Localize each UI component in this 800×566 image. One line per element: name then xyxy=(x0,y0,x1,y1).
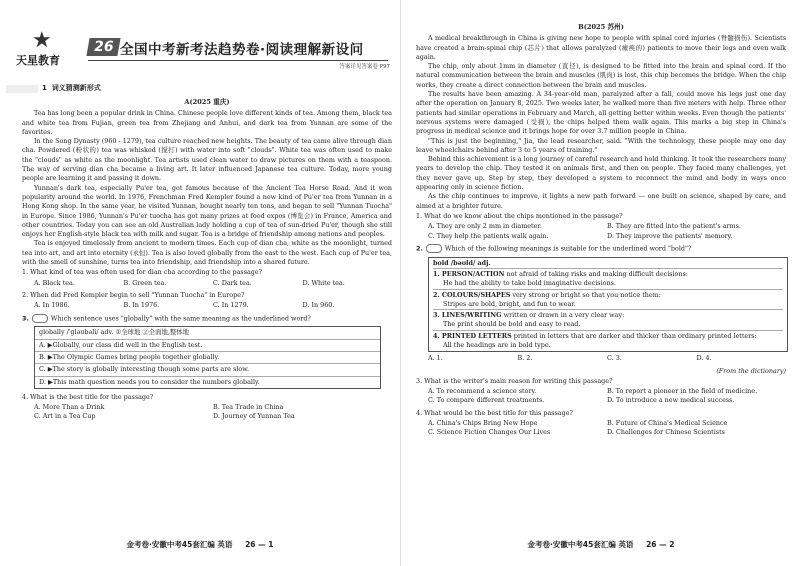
question-1-options xyxy=(416,222,786,241)
option: A. In 1986. xyxy=(34,301,70,310)
option: D. White tea. xyxy=(302,278,345,287)
question-1-options xyxy=(22,279,392,288)
option: C. Art in a Tea Cup xyxy=(34,412,96,421)
option: D. They improve the patients' memory. xyxy=(607,231,733,240)
question-1: 1. What do we know about the chips mentioned in the passage? xyxy=(416,211,623,220)
right-content xyxy=(416,22,786,441)
left-footer xyxy=(0,539,400,550)
exam-number: 26 xyxy=(86,38,121,56)
option: C. Dark tea. xyxy=(213,278,252,287)
page-number: 26 — 1 xyxy=(245,540,274,549)
paragraph: Yunnan's dark tea, especially Pu'er tea, got famous because of the Ancient Tea Horse Road. And it won popularity around the world. In 1976, Frenchman Fred Kempler found a new kind of Pu'er tea from Yunnan in a Hong Kong shop. In the same year, he visited Yunnan, bought nearly ten tons, and began to sell "Yunnan Tuocha" in Europe. Since 1986, Yunnan's Pu'er tuocha has got many prizes at food expos (博览会) in France, America and other countries. Today you can see an old Australian lady holding a cup of tea of sun-dried Pu'er, though she still enjoys her English-style black tea with milk and sugar. Tea is a bridge of friendship among nations and peoples. xyxy=(22,183,392,239)
left-content xyxy=(22,84,392,425)
option: C. ▶The story is globally interesting though some parts are slow. xyxy=(35,364,380,376)
option: B. 2. xyxy=(517,354,533,363)
logo xyxy=(10,30,90,68)
paragraph: A medical breakthrough in China is giving new hope to people with spinal cord injuries (脊髓损伤). Scientists have created a brain-spinal chip (芯片) that allows paralyzed (瘫痪的) patients to move their legs and even walk again. xyxy=(416,34,786,61)
passage-b-title: B(2025 苏州) xyxy=(578,23,624,31)
option: A. ▶Globally, our class did well in the English test. xyxy=(35,340,380,352)
paragraph: Tea is enjoyed timelessly from ancient to modern times. Each cup of dian cha, white as the moonlight, turned tea into art, and art into eternity (永恒). Tea is also loved globally from the east to the west. Each cup of Pu'er tea, with the smell of sunshine, turns tea into friendship, and friendship into a shared future. xyxy=(22,239,392,267)
option: B. ▶The Olympic Games bring people together globally. xyxy=(35,352,380,364)
question-4: 4. What is the best title for the passage? xyxy=(22,392,154,401)
dictionary-box xyxy=(428,257,788,353)
section-bar xyxy=(6,85,38,93)
paragraph: Tea has long been a popular drink in China. Chinese people love different kinds of tea. Among them, black tea and white tea from Fujian, green tea from Zhejiang and Anhui, and dark tea from Yunnan are some of the favorites. xyxy=(22,109,392,136)
dictionary-source: (From the dictionary) xyxy=(716,366,786,375)
option: C. To compare different treatments. xyxy=(428,396,545,405)
option: D. 4. xyxy=(696,354,712,363)
question-3-options xyxy=(416,387,786,406)
passage-a-title: A(2025 重庆) xyxy=(184,98,230,106)
right-page xyxy=(402,0,800,566)
page-divider xyxy=(400,0,401,566)
question-4: 4. What would be the best title for this passage? xyxy=(416,408,573,417)
title-underline xyxy=(88,60,388,61)
paragraph: The results have been amazing. A 34-year-old man, paralyzed after a fall, could move his legs just one day after the operation on January 8, 2025. Two weeks later, he walked more than five meters with help. Three other patients had similar operations in February and March, all getting better within weeks. Even though the patients' nervous systems were damaged (受损), the chips helped them walk again. This marks a big step in China's progress in medical science and it brings hope for over 3.7 million people in China. xyxy=(416,90,786,136)
question-1: 1. What kind of tea was often used for dian cha according to the passage? xyxy=(22,268,263,277)
section-header xyxy=(22,84,392,96)
right-footer xyxy=(402,539,800,550)
brand-name: 天星教育 xyxy=(16,54,60,67)
option: B. In 1976. xyxy=(123,301,160,310)
option: A. Black tea. xyxy=(34,278,75,287)
option: A. China's Chips Bring New Hope xyxy=(428,419,538,428)
option: C. They help the patients walk again. xyxy=(428,231,549,240)
dictionary-headword: bold /bəʊld/ adj. xyxy=(433,258,491,267)
dictionary-sense: 3. LINES/WRITING written or drawn in a very clear way: The print should be bold and easy to read. xyxy=(433,309,783,330)
option: B. They are fitted into the patient's arms. xyxy=(607,222,741,231)
dictionary-entry: globally /ˈɡləʊbəli/ adv. ①全球地 ②全面地,整体地 xyxy=(35,327,380,339)
option: B. Tea Trade in China xyxy=(213,403,284,412)
option: D. Challenges for Chinese Scientists xyxy=(607,428,725,437)
option: B. To report a pioneer in the field of medicine. xyxy=(607,387,758,396)
option: C. 3. xyxy=(607,354,622,363)
footer-text: 金考卷·安徽中考45套汇编 英语 xyxy=(126,540,233,549)
question-2: 2. Which of the following meanings is suitable for the underlined word "bold"? xyxy=(416,244,692,253)
dictionary-sense: 1. PERSON/ACTION not afraid of taking risks and making difficult decisions: He had the ability to take bold imaginative decisions. xyxy=(433,268,783,289)
answer-reference: 答案详见答案卷 P97 xyxy=(339,64,390,70)
option: A. More Than a Drink xyxy=(34,403,105,412)
paragraph: Behind this achievement is a long journey of careful research and hold thinking. It took the researchers many years to develop the chip. They tested it on animals first, and then on people. They faced many challenges, yet they never gave up. Step by step, they developed a system to reconnect the mind and body in ways once appearing only in science fiction. xyxy=(416,155,786,192)
option: D. Journey of Yunnan Tea xyxy=(213,412,295,421)
question-2-options xyxy=(22,301,392,310)
option: D. In 960. xyxy=(302,301,335,310)
option: D. ▶This math question needs you to consider the numbers globally. xyxy=(39,377,260,386)
question-3-dictionary-box xyxy=(34,326,381,388)
question-3: 3. Which sentence uses "globally" with the same meaning as the underlined word? xyxy=(22,314,311,323)
option: B. Green tea. xyxy=(123,278,167,287)
page-title: 全国中考新考法趋势卷·阅读理解新设问 xyxy=(120,42,364,58)
option: A. They are only 2 mm in diameter. xyxy=(428,222,542,231)
question-4-options xyxy=(22,403,392,422)
paragraph: As the chip continues to improve, it lights a new path forward — one built on science, shaped by care, and aimed at a brighter future. xyxy=(416,192,786,210)
question-2: 2. When did Fred Kempler begin to sell "Yunnan Tuocha" in Europe? xyxy=(22,290,245,299)
option: D. To introduce a new medical success. xyxy=(607,396,735,405)
paragraph: "This is just the beginning," Jia, the lead researcher, said. "With the technology, these people may one day leave wheelchairs behind after 3 to 5 years of training." xyxy=(416,136,786,154)
option: B. Future of China's Medical Science xyxy=(607,419,728,428)
star-logo-icon: ★ xyxy=(32,28,52,53)
paragraph: The chip, only about 1mm in diameter (直径), is designed to be fitted into the brain and spinal cord. If the natural communication between the brain and muscles (肌肉) is lost, this chip becomes the bridge. When the chip works, they create a direct connection between the brain and muscles. xyxy=(416,62,786,89)
option: C. In 1279. xyxy=(213,301,249,310)
dictionary-sense: 2. COLOURS/SHAPES very strong or bright so that you notice them: Stripes are bold, bright, and fun to wear. xyxy=(433,289,783,310)
new-format-badge-icon xyxy=(32,314,48,323)
header xyxy=(10,30,395,70)
question-3: 3. What is the writer's main reason for writing this passage? xyxy=(416,376,613,385)
dictionary-sense: 4. PRINTED LETTERS printed in letters that are darker and thicker than ordinary printed letters: All the headings are in bold type. xyxy=(433,330,783,351)
page-number: 26 — 2 xyxy=(646,540,675,549)
footer-text: 金考卷·安徽中考45套汇编 英语 xyxy=(527,540,634,549)
option: A. 1. xyxy=(428,354,443,363)
option: C. Science Fiction Changes Our Lives xyxy=(428,428,551,437)
new-format-badge-icon xyxy=(426,244,442,253)
option: A. To recommend a science story. xyxy=(428,387,537,396)
question-2-options xyxy=(416,354,786,363)
section-title: 1 词义猜测新形式 xyxy=(42,84,101,92)
question-4-options xyxy=(416,419,786,438)
paragraph: In the Song Dynasty (960 - 1279), tea culture reached new heights. The beauty of tea came alive through dian cha. Powdered (粉状的) tea was whisked (搅打) with water into soft "clouds". White tea was often used to make the "clouds" as white as the moonlight. Tea artists used clean water to draw pictures on them with a teaspoon. The way of serving dian cha became a living art. It later influenced Japanese tea culture. Today, more young people are learning it and passing it down. xyxy=(22,137,392,183)
